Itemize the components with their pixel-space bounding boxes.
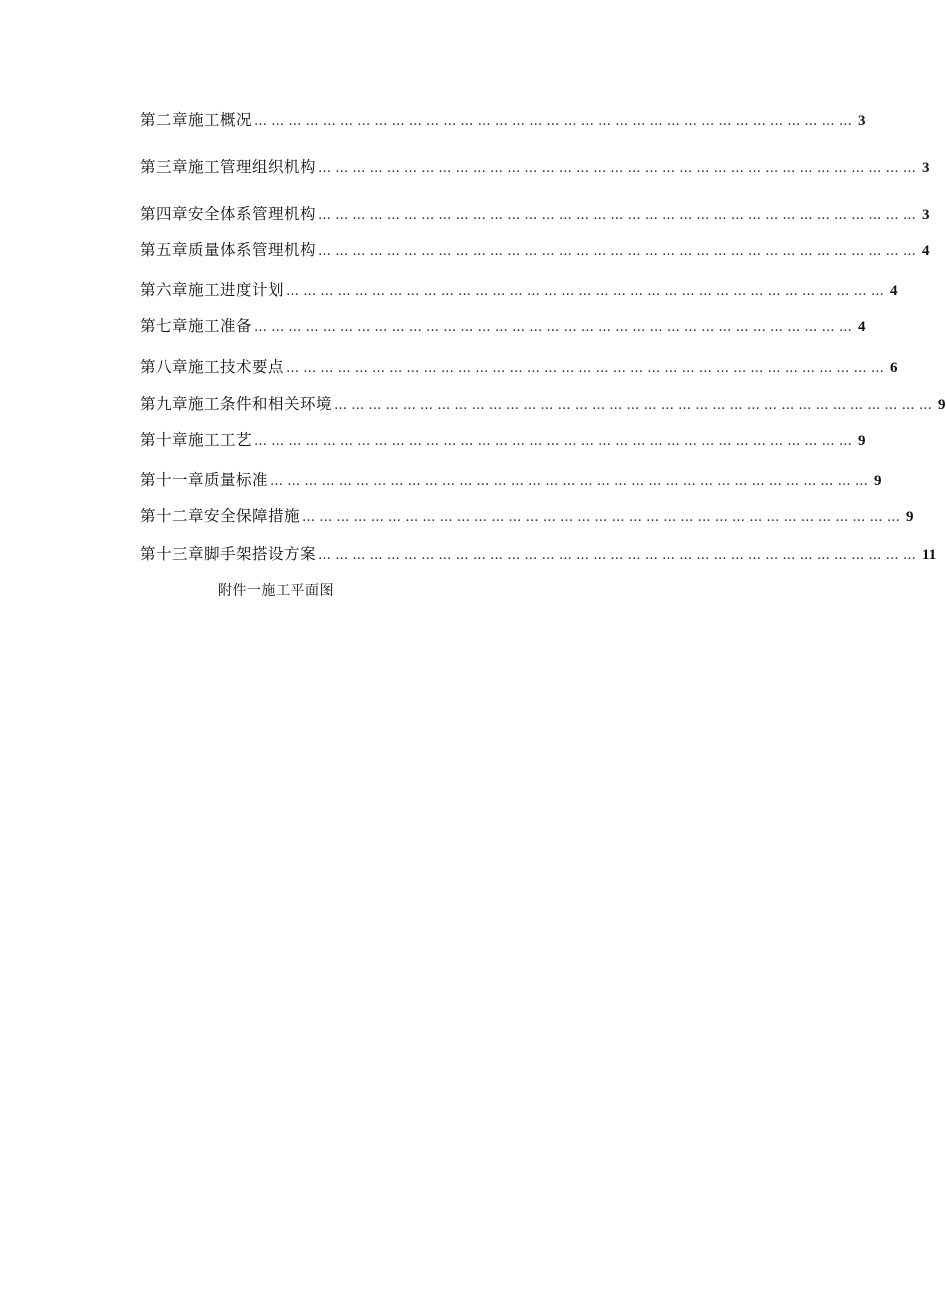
toc-entry-ch12[interactable]	[140, 504, 914, 528]
toc-entry-title: 第三章施工管理组织机构	[140, 158, 317, 176]
toc-entry-ch4[interactable]	[140, 202, 930, 226]
toc-leader-dots: ……………………………………………………………………………………………	[318, 208, 921, 223]
toc-entry-page: 9	[938, 397, 946, 413]
toc-entry-title: 第八章施工技术要点	[140, 358, 285, 376]
toc-leader-dots: ……………………………………………………………………………………………	[286, 284, 889, 299]
toc-entry-ch9[interactable]	[140, 392, 946, 416]
toc-entry-ch6[interactable]	[140, 278, 898, 302]
toc-entry-title: 第七章施工准备	[140, 317, 253, 335]
toc-entry-page: 9	[874, 473, 882, 489]
toc-entry-ch7[interactable]	[140, 314, 866, 338]
toc-entry-page: 3	[922, 207, 930, 223]
toc-entry-title: 第十三章脚手架搭设方案	[140, 545, 317, 563]
toc-leader-dots: ……………………………………………………………………………………………	[254, 434, 857, 449]
toc-entry-ch8[interactable]	[140, 355, 898, 379]
toc-leader-dots: ……………………………………………………………………………………………	[318, 244, 921, 259]
appendix-label: 附件一施工平面图	[218, 583, 334, 599]
toc-entry-ch2[interactable]	[140, 108, 866, 132]
toc-entry-title: 第十章施工工艺	[140, 431, 253, 449]
toc-leader-dots: ……………………………………………………………………………………………	[302, 510, 905, 525]
toc-entry-page: 4	[890, 283, 898, 299]
toc-leader-dots: ……………………………………………………………………………………………	[318, 548, 921, 563]
toc-entry-page: 4	[922, 243, 930, 259]
toc-entry-page: 9	[858, 433, 866, 449]
toc-leader-dots: ……………………………………………………………………………………………	[254, 320, 857, 335]
toc-leader-dots: ……………………………………………………………………………………………	[270, 474, 873, 489]
toc-entry-ch10[interactable]	[140, 428, 866, 452]
toc-entry-page: 3	[858, 113, 866, 129]
toc-entry-title: 第九章施工条件和相关环境	[140, 395, 333, 413]
toc-entry-page: 6	[890, 360, 898, 376]
toc-entry-title: 第六章施工进度计划	[140, 281, 285, 299]
toc-entry-title: 第二章施工概况	[140, 111, 253, 129]
toc-entry-page: 3	[922, 160, 930, 176]
toc-entry-ch11[interactable]	[140, 468, 882, 492]
toc-entry-ch13[interactable]	[140, 542, 937, 566]
toc-leader-dots: ……………………………………………………………………………………………	[334, 398, 937, 413]
toc-entry-ch5[interactable]	[140, 238, 930, 262]
toc-entry-title: 第四章安全体系管理机构	[140, 205, 317, 223]
toc-leader-dots: ……………………………………………………………………………………………	[286, 361, 889, 376]
toc-entry-title: 第十二章安全保障措施	[140, 507, 301, 525]
toc-entry-ch3[interactable]	[140, 155, 930, 179]
toc-leader-dots: ……………………………………………………………………………………………	[318, 161, 921, 176]
toc-entry-page: 11	[922, 547, 937, 563]
toc-entry-page: 4	[858, 319, 866, 335]
toc-entry-title: 第五章质量体系管理机构	[140, 241, 317, 259]
toc-entry-title: 第十一章质量标准	[140, 471, 269, 489]
toc-leader-dots: ……………………………………………………………………………………………	[254, 114, 857, 129]
toc-entry-page: 9	[906, 509, 914, 525]
